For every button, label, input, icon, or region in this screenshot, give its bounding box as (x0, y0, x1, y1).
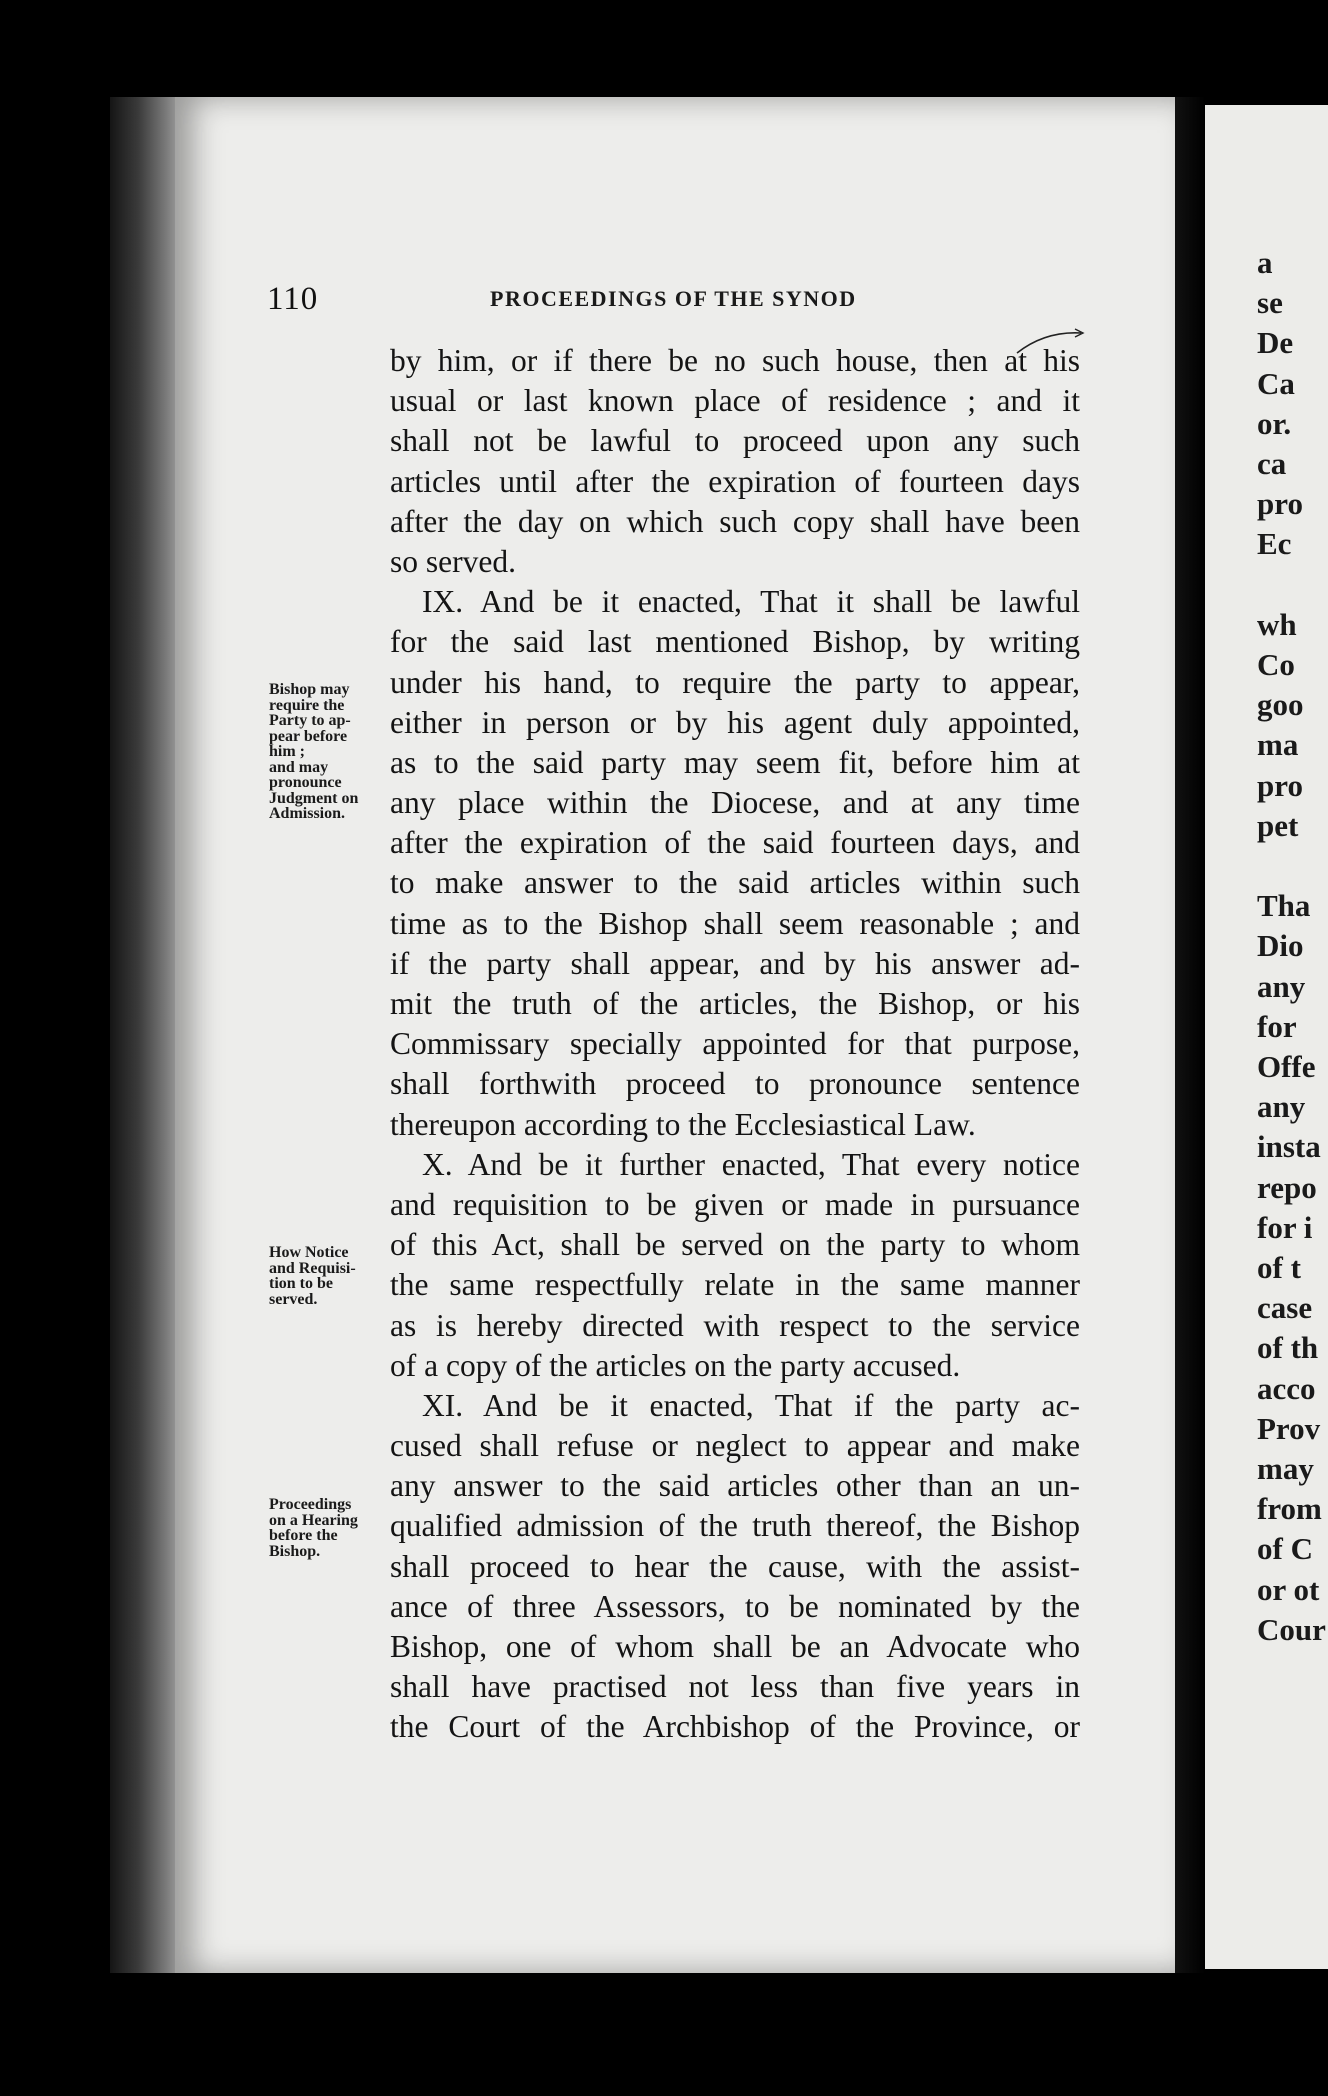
text-line: ance of three Assessors, to be nominated by the (390, 1588, 1080, 1624)
facing-page-line: or ot (1257, 1571, 1320, 1607)
facing-page-line: for (1257, 1008, 1297, 1044)
side-note-line: How Notice (269, 1244, 349, 1261)
side-note-line: Admission. (269, 805, 346, 822)
text-line: and requisition to be given or made in pursuance (390, 1186, 1080, 1222)
text-line: if the party shall appear, and by his answer ad- (390, 945, 1080, 981)
body-text (390, 341, 1080, 1748)
side-note-line: on a Hearing (269, 1511, 358, 1529)
facing-page-line: or. (1257, 405, 1292, 441)
side-note-line: Judgment on (269, 789, 359, 807)
facing-page-line: insta (1257, 1129, 1321, 1165)
text-line: Commissary specially appointed for that purpose, (390, 1026, 1080, 1062)
text-line: as is hereby directed with respect to the service (390, 1307, 1080, 1343)
text-line: shall proceed to hear the cause, with the assist- (390, 1548, 1080, 1584)
facing-page-line: of C (1257, 1531, 1313, 1567)
facing-page-line: pro (1257, 486, 1303, 522)
facing-page-line: acco (1257, 1370, 1316, 1406)
facing-page-line: De (1257, 325, 1294, 361)
facing-page-line: Cour (1257, 1611, 1326, 1647)
running-head: PROCEEDINGS OF THE SYNOD (490, 286, 857, 311)
section-x-start: X. And be it further enacted, That every notice (422, 1146, 1080, 1182)
facing-page-line: Ec (1257, 526, 1292, 562)
text-line: under his hand, to require the party to appear, (390, 664, 1080, 700)
side-note-proceedings-hearing (269, 1497, 389, 1559)
side-note-line: Bishop may (269, 681, 350, 698)
text-line: for the said last mentioned Bishop, by writing (390, 624, 1080, 660)
text-line: qualified admission of the truth thereof, the Bishop (390, 1508, 1080, 1544)
facing-page-line: case (1257, 1290, 1313, 1326)
facing-page-line: any (1257, 968, 1306, 1004)
text-line: the Court of the Archbishop of the Province, or (390, 1709, 1080, 1745)
facing-page-line: for i (1257, 1209, 1313, 1245)
facing-page-line: any (1257, 1089, 1306, 1125)
text-line: of a copy of the articles on the party accused. (390, 1347, 961, 1383)
facing-page-line: ma (1257, 727, 1299, 763)
facing-page-line: Dio (1257, 928, 1304, 964)
text-line: so served. (390, 543, 516, 579)
side-note-how-notice (269, 1245, 389, 1307)
text-line: Bishop, one of whom shall be an Advocate who (390, 1629, 1080, 1664)
side-note-line: Proceedings (269, 1496, 352, 1513)
text-line: to make answer to the said articles within such (390, 865, 1080, 901)
side-note-line: pronounce (269, 774, 342, 791)
facing-page-line: repo (1257, 1169, 1317, 1205)
facing-page-line: Prov (1257, 1410, 1321, 1446)
text-line: cused shall refuse or neglect to appear and make (390, 1428, 1080, 1464)
facing-page-line: pet (1257, 807, 1299, 843)
facing-page-line: a (1257, 245, 1273, 280)
section-xi-start: XI. And be it enacted, That if the party ac- (422, 1387, 1080, 1423)
side-note-line: Party to ap- (269, 712, 351, 729)
text-line: the same respectfully relate in the same manner (390, 1267, 1080, 1303)
text-line: any answer to the said articles other than an un- (390, 1468, 1080, 1504)
side-note-line: require the (269, 696, 345, 714)
book-page (175, 97, 1175, 1973)
side-note-line: Bishop. (269, 1542, 321, 1560)
facing-page-line: Tha (1257, 888, 1311, 924)
page-number: 110 (267, 281, 319, 317)
facing-page-line: wh (1257, 606, 1297, 642)
facing-page-line: ca (1257, 446, 1287, 481)
facing-page-line: of t (1257, 1250, 1301, 1285)
facing-page-fragment (1205, 105, 1328, 1969)
text-line: shall have practised not less than five years in (390, 1669, 1080, 1705)
text-line: of this Act, shall be served on the party to whom (390, 1227, 1080, 1263)
facing-page-line: may (1257, 1451, 1314, 1486)
facing-page-line: pro (1257, 767, 1303, 803)
facing-page-line: of th (1257, 1330, 1319, 1366)
text-line: mit the truth of the articles, the Bishop, or his (390, 986, 1080, 1021)
text-line: thereupon according to the Ecclesiastical Law. (390, 1106, 976, 1142)
text-line: usual or last known place of residence ; and it (390, 383, 1080, 419)
facing-page-line: from (1257, 1491, 1322, 1527)
facing-page-line: Co (1257, 647, 1295, 682)
text-line: after the expiration of the said fourteen days, and (390, 825, 1080, 861)
side-note-line: before the (269, 1527, 338, 1544)
text-line: as to the said party may seem fit, before him at (390, 744, 1080, 780)
text-line: articles until after the expiration of fourteen days (390, 463, 1080, 499)
side-note-bishop-may-require (269, 682, 389, 822)
side-note-line: pear before (269, 727, 348, 745)
side-note-line: served. (269, 1290, 318, 1308)
facing-page-line: se (1257, 285, 1283, 321)
facing-page-line: Ca (1257, 365, 1295, 401)
side-note-line: tion to be (269, 1275, 333, 1292)
text-line: any place within the Diocese, and at any time (390, 785, 1080, 821)
text-line: shall forthwith proceed to pronounce sentence (390, 1066, 1080, 1102)
side-note-line: him ; (269, 743, 305, 760)
text-line: time as to the Bishop shall seem reasonable ; and (390, 905, 1080, 941)
facing-page-line: Offe (1257, 1049, 1316, 1084)
book-gutter (1175, 97, 1205, 1973)
text-line: by him, or if there be no such house, then at his (390, 343, 1080, 378)
facing-page-line: goo (1257, 687, 1304, 723)
text-line: either in person or by his agent duly appointed, (390, 704, 1080, 740)
text-line: shall not be lawful to proceed upon any such (390, 423, 1080, 459)
text-line: after the day on which such copy shall have been (390, 503, 1080, 539)
side-note-line: and Requisi- (269, 1259, 356, 1277)
side-note-line: and may (269, 758, 329, 776)
section-ix-start: IX. And be it enacted, That it shall be lawful (422, 584, 1080, 620)
